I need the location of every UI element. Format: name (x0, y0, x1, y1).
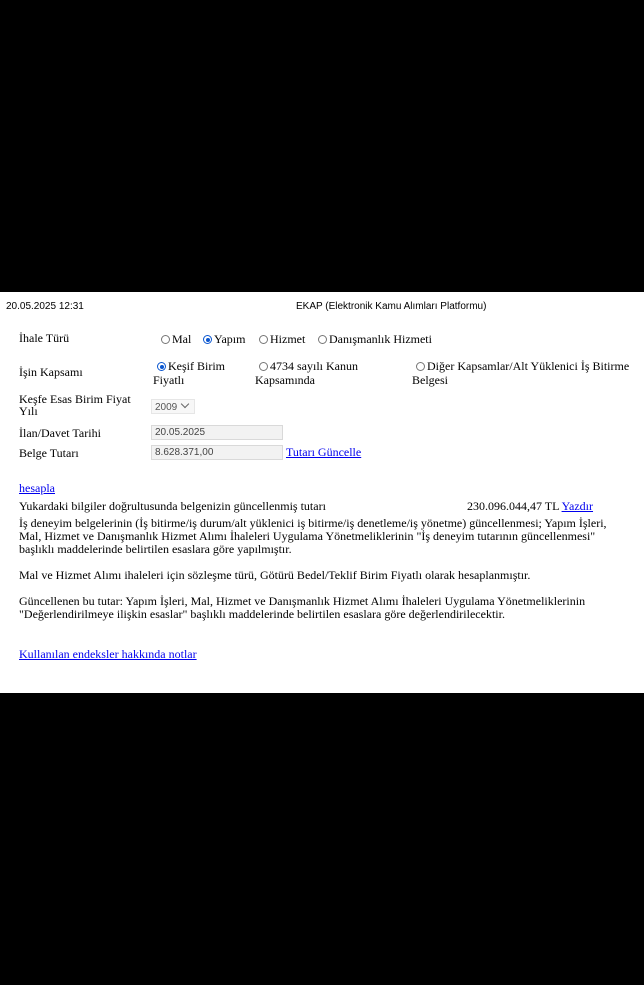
belge-tutari-input[interactable]: 8.628.371,00 (151, 445, 283, 460)
hesapla-link[interactable]: hesapla (19, 481, 55, 495)
summary-label: Yukardaki bilgiler doğrultusunda belgenizin güncellenmiş tutarı (19, 499, 326, 513)
endeks-notlari-link[interactable]: Kullanılan endeksler hakkında notlar (19, 647, 197, 661)
radio-yapim[interactable] (203, 335, 212, 344)
kesif-yili-label: Keşfe Esas Birim Fiyat Yılı (19, 392, 131, 418)
tutari-guncelle-link[interactable]: Tutarı Güncelle (286, 445, 362, 459)
kesif-yili-select[interactable]: 2009 (151, 399, 195, 414)
updated-amount (467, 499, 593, 514)
note-sozlesme-turu: Mal ve Hizmet Alımı ihaleleri için sözleşme türü, Götürü Bedel/Teklif Birim Fiyatlı olarak hesaplanmıştır. (19, 568, 531, 582)
note-guncelleme: İş deneyim belgelerinin (İş bitirme/iş durum/alt yüklenici iş bitirme/iş denetleme/iş yönetme) güncellenmesi; Yapım İşleri, Mal, Hizmet ve Danışmanlık Hizmet Alımı İhaleleri Uygulama Yönetmeliklerinin "İş deneyim tutarının güncellenmesi" başlıklı maddelerinde belirtilen esaslara göre yapılmıştır. (19, 516, 607, 556)
radio-4734[interactable] (259, 362, 268, 371)
radio-mal[interactable] (161, 335, 170, 344)
updated-amount-value: 230.096.044,47 TL (467, 499, 559, 513)
isin-kapsami-label: İşin Kapsamı (19, 365, 83, 379)
radio-danismanlik[interactable] (318, 335, 327, 344)
note-degerlendirme: Güncellenen bu tutar: Yapım İşleri, Mal, Hizmet ve Danışmanlık Hizmet Alımı İhaleleri Uygulama Yönetmeliklerinin "Değerlendirilmeye ilişkin esaslar" başlıklı maddelerinde belirtilen esaslara göre değerlendirilecektir. (19, 594, 586, 621)
print-datetime: 20.05.2025 12:31 (6, 301, 84, 312)
radio-hizmet[interactable] (259, 335, 268, 344)
ihale-turu-option-danismanlik[interactable]: Danışmanlık Hizmeti (318, 332, 432, 347)
chevron-down-icon (181, 400, 189, 408)
radio-kesif[interactable] (157, 362, 166, 371)
kapsam-option-diger[interactable]: Diğer Kapsamlar/Alt Yüklenici İş Bitirme Belgesi (412, 359, 630, 387)
ilan-tarihi-input[interactable]: 20.05.2025 (151, 425, 283, 440)
ihale-turu-option-mal[interactable]: Mal (161, 332, 191, 347)
yazdir-link[interactable]: Yazdır (561, 499, 594, 513)
print-title: EKAP (Elektronik Kamu Alımları Platformu) (296, 301, 487, 312)
ihale-turu-label: İhale Türü (19, 331, 70, 345)
ihale-turu-option-yapim[interactable]: Yapım (203, 332, 245, 347)
ihale-turu-option-hizmet[interactable]: Hizmet (259, 332, 305, 347)
kapsam-option-kesif[interactable]: Keşif Birim Fiyatlı (153, 359, 225, 387)
kapsam-option-4734[interactable]: 4734 sayılı Kanun Kapsamında (255, 359, 358, 387)
belge-tutari-label: Belge Tutarı (19, 446, 79, 460)
radio-diger[interactable] (416, 362, 425, 371)
page (0, 292, 644, 693)
ilan-tarihi-label: İlan/Davet Tarihi (19, 426, 101, 440)
